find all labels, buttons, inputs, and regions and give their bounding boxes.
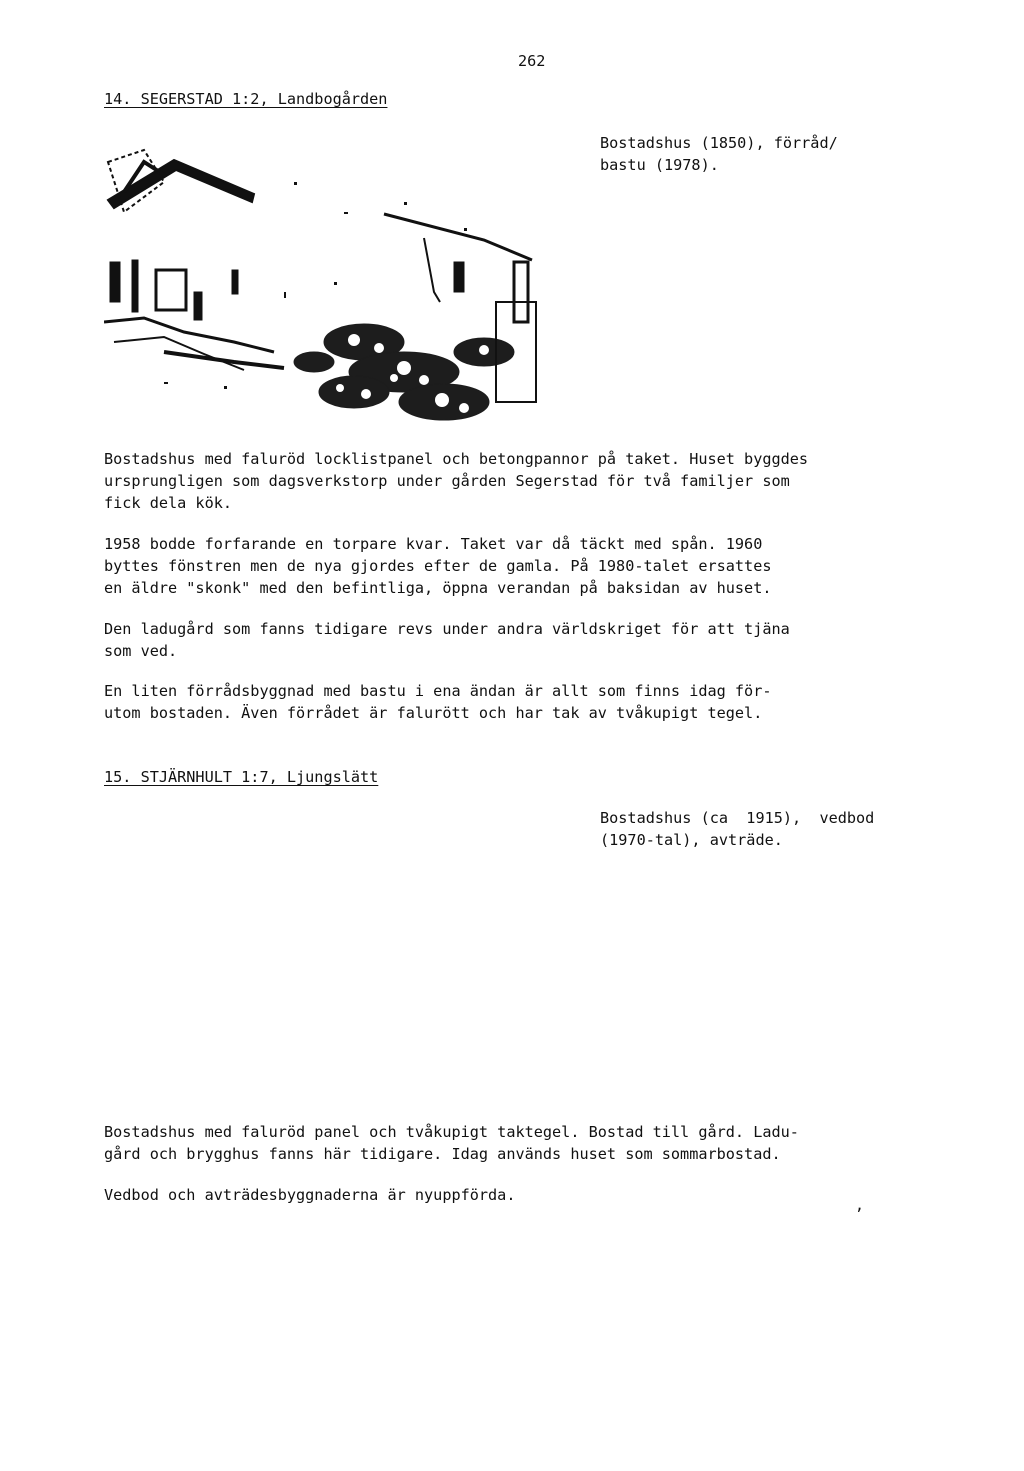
section-14-paragraph-2-line-2: byttes fönstren men de nya gjordes efter de gamla. På 1980-talet ersattes: [104, 557, 772, 575]
section-14-heading: 14. SEGERSTAD 1:2, Landbogården: [104, 90, 388, 108]
section-14-paragraph-3-line-2: som ved.: [104, 642, 178, 660]
section-14-paragraph-1-line-2: ursprungligen som dagsverkstorp under gården Segerstad för två familjer som: [104, 472, 790, 490]
section-14-paragraph-1-line-3: fick dela kök.: [104, 494, 233, 512]
section-14-caption-line-2: bastu (1978).: [600, 156, 719, 174]
section-14-paragraph-4-line-1: En liten förrådsbyggnad med bastu i ena ändan är allt som finns idag för-: [104, 682, 772, 700]
section-14-paragraph-3-line-1: Den ladugård som fanns tidigare revs under andra världskriget för att tjäna: [104, 620, 790, 638]
house-photo: [104, 142, 540, 432]
section-15-paragraph-1-line-2: gård och brygghus fanns här tidigare. Idag används huset som sommarbostad.: [104, 1145, 781, 1163]
section-14-paragraph-2-line-3: en äldre "skonk" med den befintliga, öppna verandan på baksidan av huset.: [104, 579, 772, 597]
section-15-heading: 15. STJÄRNHULT 1:7, Ljungslätt: [104, 768, 379, 786]
section-14-paragraph-2-line-1: 1958 bodde forfarande en torpare kvar. Taket var då täckt med spån. 1960: [104, 535, 763, 553]
page-number: 262: [518, 52, 546, 70]
section-15-caption-line-1: Bostadshus (ca 1915), vedbod: [600, 809, 875, 827]
section-14-caption-line-1: Bostadshus (1850), förråd/: [600, 134, 838, 152]
section-14-paragraph-4-line-2: utom bostaden. Även förrådet är falurött och har tak av tvåkupigt tegel.: [104, 704, 763, 722]
stray-mark: ,: [855, 1196, 865, 1214]
section-15-paragraph-1-line-1: Bostadshus med faluröd panel och tvåkupigt taktegel. Bostad till gård. Ladu-: [104, 1123, 799, 1141]
section-15-paragraph-2-line-1: Vedbod och avträdesbyggnaderna är nyuppförda.: [104, 1186, 516, 1204]
section-15-caption-line-2: (1970-tal), avträde.: [600, 831, 783, 849]
section-14-paragraph-1-line-1: Bostadshus med faluröd locklistpanel och betongpannor på taket. Huset byggdes: [104, 450, 809, 468]
